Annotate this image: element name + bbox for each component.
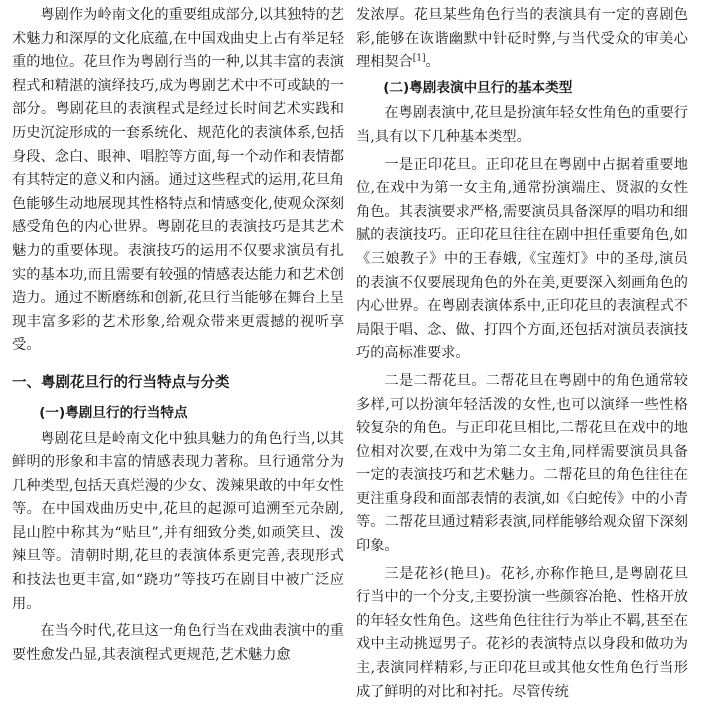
right-column — [356, 4, 688, 704]
body-paragraph: 二是二帮花旦。二帮花旦在粤剧中的角色通常较多样,可以扮演年轻活泼的女性,也可以演绎一些性格较复杂的角色。与正印花旦相比,二帮花旦在戏中的地位相对次要,在戏中为第二女主角,同样需要演员具备一定的表演技巧和艺术魅力。二帮花旦的角色往往在更注重身段和面部表情的表演,如《白蛇传》中的小青等。二帮花旦通过精彩表演,同样能够给观众留下深刻印象。 — [356, 372, 688, 555]
body-paragraph: 三是花衫(艳旦)。花衫,亦称作艳旦,是粤剧花旦行当中的一个分支,主要扮演一些颜容冶艳、性格开放的年轻女性角色。这些角色往往行为举止不羁,甚至在戏中主动挑逗男子。花衫的表演特点以身段和做功为主,表演同样精彩,与正印花旦或其他女性角色行当形成了鲜明的对比和衬托。尽管传统 — [356, 565, 688, 700]
continued-paragraph-end: 。 — [425, 54, 440, 71]
citation-reference: [1] — [412, 53, 426, 64]
intro-paragraph: 粤剧作为岭南文化的重要组成部分,以其独特的艺术魅力和深厚的文化底蕴,在中国戏曲史上占有举足轻重的地位。花旦作为粤剧行当的一种,以其丰富的表演程式和精湛的演绎技巧,成为粤剧艺术中不可或缺的一部分。粤剧花旦的表演程式是经过长时间艺术实践和历史沉淀形成的一套系统化、规范化的表演体系,包括身段、念白、眼神、唱腔等方面,每一个动作和表情都有其特定的意义和内涵。通过这些程式的运用,花旦角色能够生动地展现其性格特点和情感变化,使观众深刻感受角色的内心世界。粤剧花旦的表演技巧是其艺术魅力的重要体现。表演技巧的运用不仅要求演员有扎实的基本功,而且需要有较强的情感表达能力和艺术创造力。通过不断磨练和创新,花旦行当能够在舞台上呈现丰富多彩的艺术形象,给观众带来更震撼的视听享受。 — [12, 7, 344, 354]
continued-paragraph-text: 发浓厚。花旦某些角色行当的表演具有一定的喜剧色彩,能够在诙谐幽默中针砭时弊,与当代受众的审美心理相契合 — [356, 7, 688, 71]
body-paragraph: 在当今时代,花旦这一角色行当在戏曲表演中的重要性愈发凸显,其表演程式更规范,艺术魅力愈 — [12, 623, 344, 663]
left-column — [12, 4, 344, 667]
subsection-heading-2: (二)粤剧表演中旦行的基本类型 — [383, 79, 573, 96]
body-paragraph: 一是正印花旦。正印花旦在粤剧中占据着重要地位,在戏中为第一女主角,通常扮演端庄、贤淑的女性角色。其表演要求严格,需要演员具备深厚的唱功和细腻的表演技巧。正印花旦往往在剧中担任重要角色,如《三娘教子》中的王春娥,《宝莲灯》中的圣母,演员的表演不仅要展现角色的外在美,更要深入刻画角色的内心世界。在粤剧表演体系中,正印花旦的表演程式不局限于唱、念、做、打四个方面,还包括对演员表演技巧的高标准要求。 — [356, 156, 688, 362]
section-heading: 一、粤剧花旦行的行当特点与分类 — [12, 374, 230, 391]
body-paragraph: 在粤剧表演中,花旦是扮演年轻女性角色的重要行当,具有以下几种基本类型。 — [356, 105, 688, 145]
continued-paragraph — [356, 4, 688, 75]
subsection-heading-1: (一)粤剧旦行的行当特点 — [39, 404, 188, 421]
body-paragraph: 粤剧花旦是岭南文化中独具魅力的角色行当,以其鲜明的形象和丰富的情感表现力著称。旦行通常分为几种类型,包括天真烂漫的少女、泼辣果敢的中年女性等。在中国戏曲历史中,花旦的起源可追溯至元杂剧,昆山腔中称其为“贴旦”,并有细致分类,如顽笑旦、泼辣旦等。清朝时期,花旦的表演体系更完善,表现形式和技法也更丰富,如“跷功”等技巧在剧目中被广泛应用。 — [12, 430, 344, 612]
